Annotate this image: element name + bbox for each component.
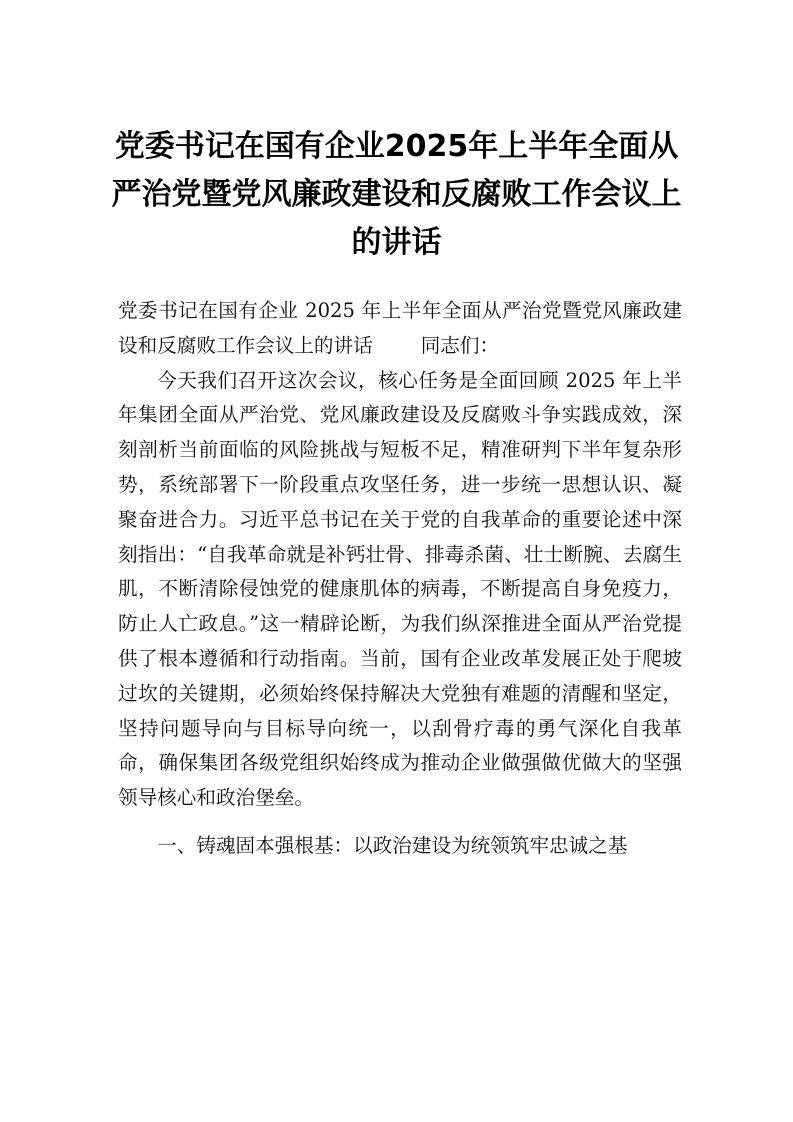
intro-line xyxy=(118,294,682,364)
paragraph-opening: 今天我们召开这次会议，核心任务是全面回顾 2025 年上半年集团全面从严治党、党风廉政建设及反腐败斗争实践成效，深刻剖析当前面临的风险挑战与短板不足，精准研判下半年复杂形势，系统部署下一阶段重点攻坚任务，进一步统一思想认识、凝聚奋进合力。习近平总书记在关于党的自我革命的重要论述中深刻指出：“自我革命就是补钙壮骨、排毒杀菌、壮士断腕、去腐生肌，不断清除侵蚀党的健康肌体的病毒，不断提高自身免疫力，防止人亡政息。”这一精辟论断，为我们纵深推进全面从严治党提供了根本遵循和行动指南。当前，国有企业改革发展正处于爬坡过坎的关键期，必须始终保持解决大党独有难题的清醒和坚定，坚持问题导向与目标导向统一，以刮骨疗毒的勇气深化自我革命，确保集团各级党组织始终成为推动企业做强做优做大的坚强领导核心和政治堡垒。 xyxy=(118,368,682,810)
salutation: 同志们： xyxy=(420,333,500,357)
document-title: 党委书记在国有企业2025年上半年全面从严治党暨党风廉政建设和反腐败工作会议上的讲话 xyxy=(111,129,682,260)
document-body xyxy=(118,294,682,864)
intro-text: 党委书记在国有企业 2025 年上半年全面从严治党暨党风廉政建设和反腐败工作会议上的讲话 xyxy=(118,299,682,357)
section-heading-1: 一、铸魂固本强根基：以政治建设为统领筑牢忠诚之基 xyxy=(157,833,628,857)
